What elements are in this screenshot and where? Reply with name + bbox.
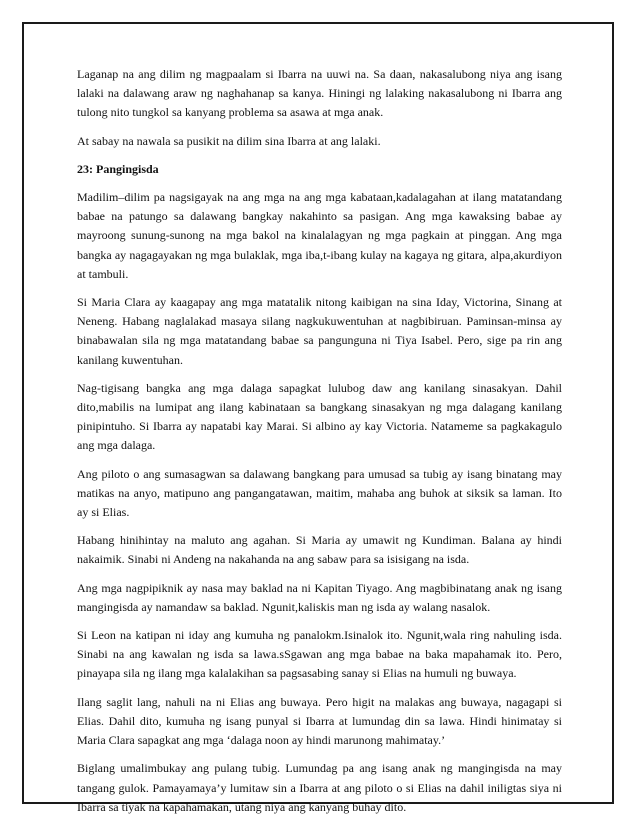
paragraph: Ang mga nagpipiknik ay nasa may baklad na ni Kapitan Tiyago. Ang magbibinatang anak ng isang mangingisda ay namandaw sa baklad. Ngunit,kaliskis man ng isda ay walang nasalok. [77, 580, 562, 614]
paragraph: Si Maria Clara ay kaagapay ang mga matatalik nitong kaibigan na sina Iday, Victorina, Sinang at Neneng. Habang naglalakad masaya silang nagkukuwentuhan at nagbibiruan. Paminsan-minsa ay binabawalan sila ng mga matatandang babae sa pangunguna ni Tiya Isabel. Pero, sige pa rin ang kanilang kuwentuhan. [77, 295, 562, 367]
section-heading: 23: Pangingisda [77, 161, 159, 176]
paragraph: Biglang umalimbukay ang pulang tubig. Lumundag pa ang isang anak ng mangingisda na may tangang gulok. Pamayamaya’y lumitaw sin a Ibarra at ang piloto o si Elias na dahil iniligtas siya ni Ibarra sa tiyak na kapahamakan, utang niya ang kanyang buhay dito. [77, 761, 562, 814]
paragraph: At sabay na nawala sa pusikit na dilim sina Ibarra at ang lalaki. [77, 133, 381, 148]
paragraph: Si Leon na katipan ni iday ang kumuha ng panalokm.Isinalok ito. Ngunit,wala ring nahuling isda. Sinabi na ang kawalan ng isda sa lawa.sSgawan ang mga babae na baka mapahamak ito. Pero, pinayapa sila ng ilang mga kalalakihan sa pagsasabing sanay si Elias na humuli ng buwaya. [77, 628, 562, 681]
paragraph: Ilang saglit lang, nahuli na ni Elias ang buwaya. Pero higit na malakas ang buwaya, nagagapi si Elias. Dahil dito, kumuha ng isang punyal si Ibarra at lumundag din sa lawa. Hindi hinimatay si Maria Clara sapagkat ang mga ‘dalaga noon ay hindi marunong mahimatay.’ [77, 694, 562, 748]
paragraph: Habang hinihintay na maluto ang agahan. Si Maria ay umawit ng Kundiman. Balana ay hindi nakaimik. Sinabi ni Andeng na nakahanda na ang sabaw para sa isisigang na isda. [77, 533, 562, 567]
paragraph: Nag-tigisang bangka ang mga dalaga sapagkat lulubog daw ang kanilang sinasakyan. Dahil dito,mabilis na lumipat ang ilang kabinataan sa bangkang sinasakyan ng mga dalagang kanilang pinipintuho. Si Ibarra ay napatabi kay Marai. Si albino ay kay Victoria. Natameme sa pagkakagulo ang mga dalaga. [77, 380, 562, 453]
paragraph: Laganap na ang dilim ng magpaalam si Ibarra na uuwi na. Sa daan, nakasalubong niya ang isang lalaki na dalawang araw ng naghahanap sa kanya. Hiningi ng lalaking nakasalubong ni Ibarra ang tulong nito tungkol sa kanyang problema sa asawa at mga anak. [77, 67, 562, 120]
document-body [77, 65, 562, 826]
paragraph: Ang piloto o ang sumasagwan sa dalawang bangkang para umusad sa tubig ay isang binatang may matikas na anyo, matipuno ang pangangatawan, maitim, mahaba ang buhok at siksik sa laman. Ito ay si Elias. [77, 466, 562, 520]
paragraph: Madilim–dilim pa nagsigayak na ang mga na ang mga kabataan,kadalagahan at ilang matatandang babae na patungo sa dalawang bangkay nakahinto sa pasigan. Ang mga kawaksing babae ay mayroong sunung-sunong na mga bakol na kinalalagyan ng mga pagkain at pinggan. Ang mga bangka ay nagagayakan ng mga bulaklak, mga iba,t-ibang kulay na kagaya ng gitara, alpa,akurdiyon at tambuli. [77, 190, 562, 281]
